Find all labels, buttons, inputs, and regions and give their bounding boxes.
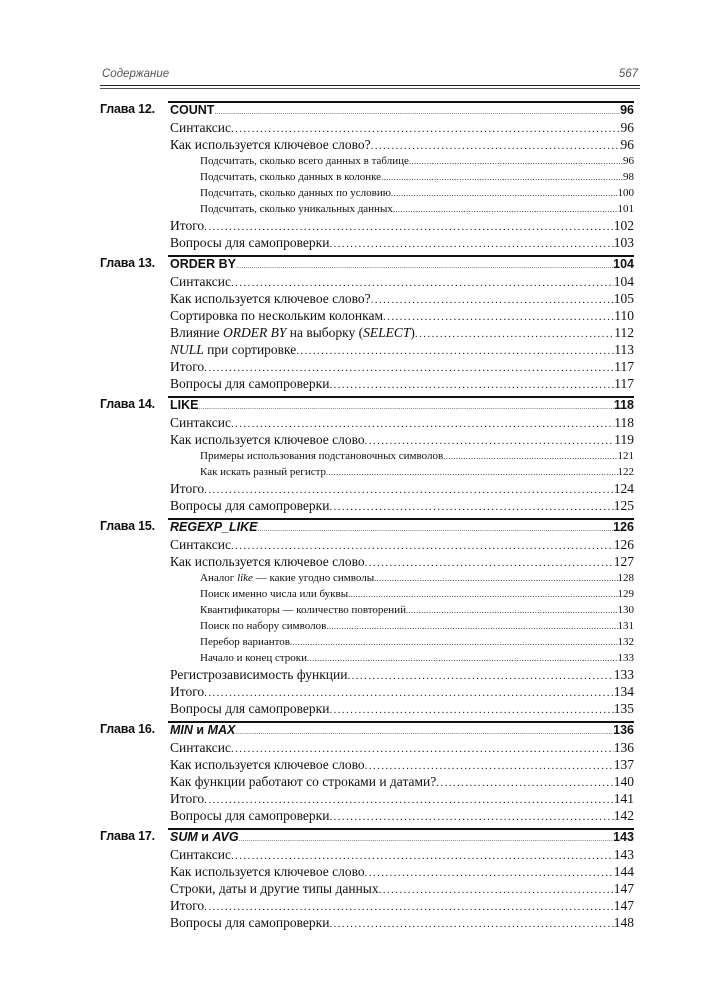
entry-text-part: Синтаксис <box>170 847 231 862</box>
toc-subsection-row[interactable] <box>200 602 634 618</box>
entry-text-part: Подсчитать, сколько уникальных данных <box>200 203 393 215</box>
entry-page-number: 122 <box>617 466 634 478</box>
toc-section-row[interactable] <box>170 341 634 358</box>
dot-leader <box>329 236 613 253</box>
entry-text-part: Итого <box>170 684 205 699</box>
toc-section-row[interactable] <box>170 273 634 290</box>
chapter-title <box>170 396 198 414</box>
toc-section-row[interactable] <box>170 536 634 553</box>
toc-section-row[interactable] <box>170 414 634 431</box>
entry-text-part: и <box>192 723 208 737</box>
dot-leader <box>307 650 617 666</box>
entry-page-number: 130 <box>617 604 634 616</box>
toc-section-row[interactable] <box>170 119 634 136</box>
entry-title <box>170 790 204 807</box>
toc-subsection-row[interactable] <box>200 650 634 666</box>
entry-text-part: Синтаксис <box>170 537 231 552</box>
entry-text-part: Синтаксис <box>170 274 231 289</box>
chapter-page-number: 104 <box>613 257 634 271</box>
entry-text-part: MIN <box>170 723 193 737</box>
dot-leader <box>374 570 617 586</box>
entry-title <box>170 536 231 553</box>
entry-page-number: 117 <box>614 376 634 391</box>
toc-subsection-row[interactable] <box>200 586 634 602</box>
chapter-title <box>170 101 214 119</box>
toc-section-row[interactable] <box>170 773 634 790</box>
toc-section-row[interactable] <box>170 324 634 341</box>
entry-title <box>170 683 204 700</box>
entry-page-number: 148 <box>613 915 634 930</box>
chapter-title-row[interactable] <box>170 255 634 273</box>
entry-title <box>200 570 374 586</box>
toc-subsection-row[interactable] <box>200 153 634 169</box>
entry-text-part: Влияние <box>170 325 223 340</box>
entry-text-part: Итого <box>170 359 205 374</box>
entry-page-number: 131 <box>617 620 634 632</box>
chapter-label: Глава 12. <box>100 102 155 116</box>
entry-title <box>170 480 204 497</box>
toc-section-row[interactable] <box>170 307 634 324</box>
dot-leader <box>326 618 617 634</box>
entry-page-number: 112 <box>614 325 634 340</box>
chapter-title <box>170 255 236 273</box>
entry-text-part: Квантификаторы — количество повторений <box>200 604 406 616</box>
entry-title <box>200 448 443 464</box>
entry-text-part: Как функции работают со строками и датами? <box>170 774 437 789</box>
entry-page-number: 124 <box>613 481 634 496</box>
toc-section-row[interactable] <box>170 136 634 153</box>
entry-page-number: 143 <box>613 847 634 862</box>
entry-text-part: Вопросы для самопроверки <box>170 701 330 716</box>
chapter-block <box>100 721 640 824</box>
toc-section-row[interactable] <box>170 914 634 931</box>
entry-page-number: 110 <box>614 308 634 323</box>
entry-title <box>170 358 204 375</box>
chapter-block <box>100 101 640 251</box>
toc-section-row[interactable] <box>170 790 634 807</box>
dot-leader <box>381 169 623 185</box>
toc-section-row[interactable] <box>170 497 634 514</box>
dot-leader <box>326 464 617 480</box>
entry-page-number: 127 <box>613 554 634 569</box>
dot-leader <box>409 153 623 169</box>
entry-page-number: 96 <box>620 120 634 135</box>
entry-text-part: Регистрозависимость функции <box>170 667 348 682</box>
dot-leader <box>443 448 617 464</box>
entry-text-part: Поиск именно числа или буквы <box>200 588 349 600</box>
entry-page-number: 141 <box>613 791 634 806</box>
entry-text-part: Вопросы для самопроверки <box>170 808 330 823</box>
entry-title <box>200 464 326 480</box>
chapter-label: Глава 17. <box>100 829 155 843</box>
entry-title <box>170 217 204 234</box>
entry-text-part: Синтаксис <box>170 415 231 430</box>
chapter-title-row[interactable] <box>170 396 634 414</box>
entry-title <box>170 324 415 341</box>
entry-text-part: Как искать разный регистр <box>200 466 327 478</box>
entry-title <box>170 307 383 324</box>
toc-section-row[interactable] <box>170 553 634 570</box>
chapter-block <box>100 396 640 514</box>
running-head-section: Содержание <box>102 68 170 80</box>
entry-text-part: Итого <box>170 218 205 233</box>
entry-page-number: 101 <box>617 203 634 215</box>
entry-title <box>170 414 231 431</box>
entry-title <box>200 169 381 185</box>
entry-page-number: 100 <box>617 187 634 199</box>
entry-page-number: 144 <box>613 864 634 879</box>
toc-section-row[interactable] <box>170 863 634 880</box>
entry-text-part: Примеры использования подстановочных символов <box>200 450 444 462</box>
toc-subsection-row[interactable] <box>200 570 634 586</box>
entry-page-number: 133 <box>613 667 634 682</box>
chapter-block <box>100 255 640 392</box>
entry-page-number: 125 <box>613 498 634 513</box>
entry-title <box>170 773 436 790</box>
entry-page-number: 133 <box>617 652 634 664</box>
toc-subsection-row[interactable] <box>200 185 634 201</box>
entry-text-part: — какие угодно символы <box>252 572 375 584</box>
entry-text-part: ORDER BY <box>223 325 287 340</box>
entry-page-number: 121 <box>617 450 634 462</box>
entry-text-part: Как используется ключевое слово? <box>170 137 371 152</box>
chapter-page-number: 136 <box>613 723 634 737</box>
entry-text-part: на выборку ( <box>286 325 364 340</box>
toc-subsection-row[interactable] <box>200 201 634 217</box>
toc-section-row[interactable] <box>170 666 634 683</box>
entry-title <box>170 666 347 683</box>
entry-title <box>170 739 231 756</box>
entry-text-part: REGEXP_LIKE <box>170 520 258 534</box>
entry-title <box>170 119 231 136</box>
entry-text-part: Вопросы для самопроверки <box>170 376 330 391</box>
entry-page-number: 113 <box>614 342 634 357</box>
header-rule-thin <box>100 88 640 89</box>
toc-section-row[interactable] <box>170 217 634 234</box>
entry-page-number: 105 <box>613 291 634 306</box>
entry-title <box>200 586 348 602</box>
entry-title <box>200 201 393 217</box>
toc-section-row[interactable] <box>170 358 634 375</box>
toc-subsection-row[interactable] <box>200 464 634 480</box>
dot-leader <box>290 634 618 650</box>
entry-page-number: 132 <box>617 636 634 648</box>
entry-title <box>170 431 365 448</box>
entry-text-part: Итого <box>170 481 205 496</box>
entry-title <box>170 700 329 717</box>
entry-title <box>170 234 329 251</box>
chapter-label: Глава 13. <box>100 256 155 270</box>
entry-page-number: 96 <box>623 155 634 167</box>
entry-title <box>170 341 296 358</box>
entry-text-part: AVG <box>212 830 239 844</box>
chapter-page-number: 143 <box>613 830 634 844</box>
entry-text-part: ORDER BY <box>170 257 236 271</box>
entry-title <box>200 602 406 618</box>
chapter-title-row[interactable] <box>170 828 634 846</box>
entry-title <box>170 880 379 897</box>
toc-subsection-row[interactable] <box>200 618 634 634</box>
entry-text-part: like <box>237 572 253 584</box>
entry-text-part: Сортировка по нескольким колонкам <box>170 308 384 323</box>
dot-leader <box>329 916 613 933</box>
chapter-page-number: 96 <box>620 103 634 117</box>
entry-text-part: SELECT <box>363 325 411 340</box>
toc-section-row[interactable] <box>170 700 634 717</box>
chapter-title-row[interactable] <box>170 721 634 739</box>
entry-text-part: Строки, даты и другие типы данных <box>170 881 379 896</box>
running-head-page-number: 567 <box>618 68 638 80</box>
entry-page-number: 102 <box>613 218 634 233</box>
entry-page-number: 142 <box>613 808 634 823</box>
entry-text-part: COUNT <box>170 103 215 117</box>
toc-subsection-row[interactable] <box>200 169 634 185</box>
entry-title <box>170 756 365 773</box>
entry-page-number: 103 <box>613 235 634 250</box>
entry-title <box>200 153 409 169</box>
entry-text-part: LIKE <box>170 398 199 412</box>
page-header <box>100 66 640 84</box>
entry-title <box>170 136 371 153</box>
toc-section-row[interactable] <box>170 880 634 897</box>
entry-text-part: Как используется ключевое слово <box>170 432 365 447</box>
toc-subsection-row[interactable] <box>200 448 634 464</box>
entry-page-number: 118 <box>614 415 634 430</box>
entry-text-part: ) <box>410 325 415 340</box>
dot-leader <box>348 586 617 602</box>
entry-text-part: Вопросы для самопроверки <box>170 498 330 513</box>
entry-page-number: 128 <box>617 572 634 584</box>
entry-title <box>200 185 391 201</box>
chapter-title <box>170 828 239 846</box>
chapter-label: Глава 15. <box>100 519 155 533</box>
entry-text-part: Итого <box>170 791 205 806</box>
entry-page-number: 147 <box>613 898 634 913</box>
entry-text-part: Как используется ключевое слово <box>170 864 365 879</box>
entry-text-part: Как используется ключевое слово? <box>170 291 371 306</box>
entry-title <box>170 846 231 863</box>
entry-text-part: SUM <box>170 830 198 844</box>
entry-page-number: 134 <box>613 684 634 699</box>
entry-text-part: Вопросы для самопроверки <box>170 915 330 930</box>
table-of-contents <box>100 101 640 931</box>
toc-section-row[interactable] <box>170 234 634 251</box>
entry-text-part: Подсчитать, сколько данных по условию <box>200 187 391 199</box>
entry-text-part: Перебор вариантов <box>200 636 290 648</box>
dot-leader <box>393 201 618 217</box>
entry-title <box>170 273 231 290</box>
chapter-title <box>170 721 235 739</box>
toc-section-row[interactable] <box>170 431 634 448</box>
dot-leader <box>391 185 618 201</box>
entry-page-number: 119 <box>614 432 634 447</box>
dot-leader <box>406 602 618 618</box>
toc-subsection-row[interactable] <box>200 634 634 650</box>
entry-text-part: Аналог <box>200 572 238 584</box>
chapter-page-number: 126 <box>613 520 634 534</box>
header-rule <box>100 85 640 86</box>
entry-page-number: 129 <box>617 588 634 600</box>
chapter-title-row[interactable] <box>170 101 634 119</box>
toc-section-row[interactable] <box>170 375 634 392</box>
entry-page-number: 147 <box>613 881 634 896</box>
chapter-page-number: 118 <box>613 398 634 412</box>
entry-title <box>170 497 329 514</box>
entry-title <box>170 914 329 931</box>
chapter-title-row[interactable] <box>170 518 634 536</box>
entry-page-number: 96 <box>620 137 634 152</box>
toc-section-row[interactable] <box>170 480 634 497</box>
chapter-label: Глава 14. <box>100 397 155 411</box>
entry-title <box>170 290 371 307</box>
entry-title <box>170 897 204 914</box>
entry-text-part: Вопросы для самопроверки <box>170 235 330 250</box>
entry-text-part: и <box>197 830 213 844</box>
entry-text-part: Итого <box>170 898 205 913</box>
entry-title <box>170 553 365 570</box>
entry-title <box>170 863 365 880</box>
dot-leader <box>329 809 613 826</box>
entry-text-part: Как используется ключевое слово <box>170 757 365 772</box>
entry-text-part: Синтаксис <box>170 120 231 135</box>
dot-leader <box>329 377 614 394</box>
entry-page-number: 140 <box>613 774 634 789</box>
entry-title <box>200 634 290 650</box>
entry-title <box>200 618 326 634</box>
dot-leader <box>329 702 613 719</box>
entry-text-part: Поиск по набору символов <box>200 620 327 632</box>
entry-text-part: Подсчитать, сколько всего данных в таблице <box>200 155 409 167</box>
dot-leader <box>329 499 613 516</box>
entry-page-number: 104 <box>613 274 634 289</box>
entry-title <box>170 807 329 824</box>
entry-title <box>170 375 329 392</box>
entry-text-part: Подсчитать, сколько данных в колонке <box>200 171 382 183</box>
chapter-label: Глава 16. <box>100 722 155 736</box>
entry-text-part: MAX <box>207 723 236 737</box>
entry-page-number: 137 <box>613 757 634 772</box>
entry-text-part: Начало и конец строки <box>200 652 308 664</box>
chapter-block <box>100 828 640 931</box>
toc-section-row[interactable] <box>170 683 634 700</box>
toc-section-row[interactable] <box>170 897 634 914</box>
toc-section-row[interactable] <box>170 807 634 824</box>
entry-page-number: 136 <box>613 740 634 755</box>
entry-page-number: 135 <box>613 701 634 716</box>
toc-section-row[interactable] <box>170 290 634 307</box>
entry-text-part: при сортировке <box>203 342 297 357</box>
entry-title <box>200 650 307 666</box>
toc-section-row[interactable] <box>170 756 634 773</box>
chapter-block <box>100 518 640 717</box>
toc-section-row[interactable] <box>170 846 634 863</box>
entry-page-number: 98 <box>623 171 634 183</box>
entry-text-part: Синтаксис <box>170 740 231 755</box>
entry-text-part: NULL <box>170 342 204 357</box>
entry-page-number: 117 <box>614 359 634 374</box>
entry-text-part: Как используется ключевое слово <box>170 554 365 569</box>
toc-section-row[interactable] <box>170 739 634 756</box>
entry-page-number: 126 <box>613 537 634 552</box>
chapter-title <box>170 518 258 536</box>
